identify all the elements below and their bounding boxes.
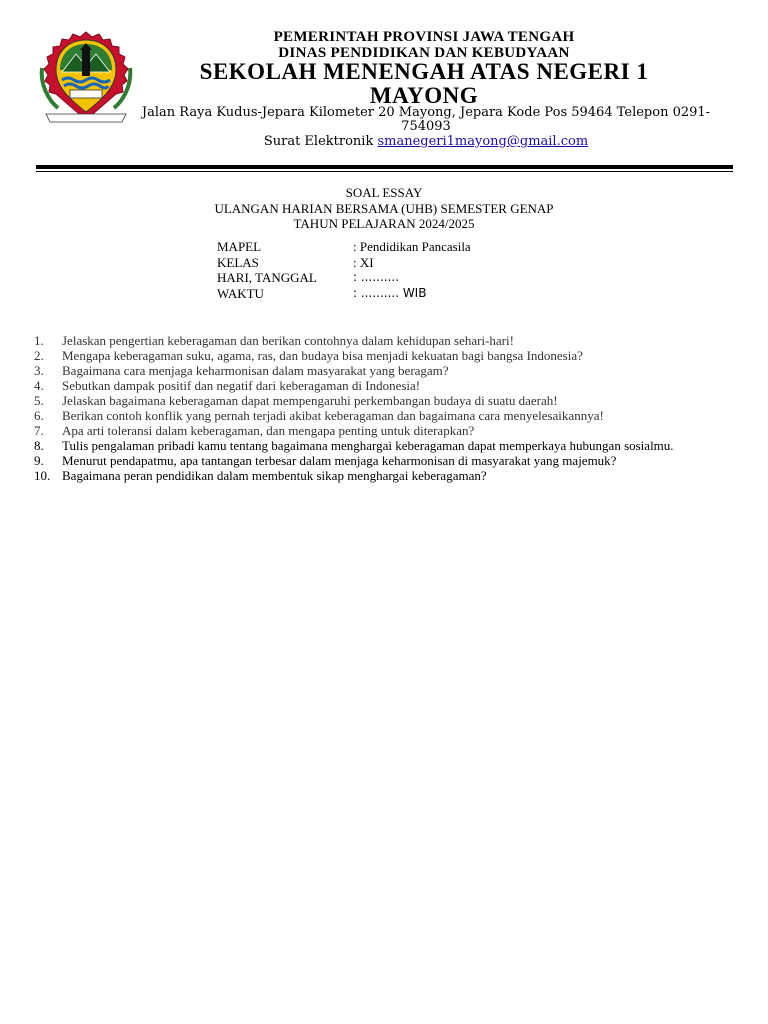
question-number: 3.	[34, 363, 44, 378]
info-value: : XI	[353, 254, 374, 270]
email-link[interactable]: smanegeri1mayong@gmail.com	[377, 134, 589, 149]
info-row-hari-tanggal	[217, 270, 471, 286]
info-key: KELAS	[217, 254, 259, 270]
info-value: : .......... WIB	[353, 285, 427, 300]
info-key: MAPEL	[217, 239, 262, 254]
list-item	[34, 378, 734, 393]
government-name: PEMERINTAH PROVINSI JAWA TENGAH	[273, 29, 575, 45]
question-text: Menurut pendapatmu, apa tantangan terbesar dalam menjaga keharmonisan di masyarakat yang majemuk?	[62, 453, 617, 468]
question-number: 6.	[34, 408, 44, 423]
list-item	[34, 438, 734, 453]
question-number: 9.	[34, 453, 44, 468]
question-text: Sebutkan dampak positif dan negatif dari keberagaman di Indonesia!	[62, 378, 421, 393]
question-number: 8.	[34, 438, 44, 453]
agency-name: DINAS PENDIDIKAN DAN KEBUDYAAN	[278, 45, 570, 61]
list-item	[34, 333, 734, 348]
question-number: 7.	[34, 423, 44, 438]
exam-year: TAHUN PELAJARAN 2024/2025	[293, 216, 475, 231]
info-key: WAKTU	[217, 285, 264, 301]
list-item	[34, 468, 734, 483]
question-number: 10.	[34, 468, 51, 483]
list-item	[34, 393, 734, 408]
school-name: SEKOLAH MENENGAH ATAS NEGERI 1 MAYONG	[199, 59, 649, 108]
question-text: Berikan contoh konflik yang pernah terjadi akibat keberagaman dan bagaimana cara menyelesaikannya!	[62, 408, 604, 423]
question-number: 4.	[34, 378, 44, 393]
list-item	[34, 363, 734, 378]
exam-type: SOAL ESSAY	[345, 185, 423, 200]
question-text: Jelaskan bagaimana keberagaman dapat mempengaruhi perkembangan budaya di suatu daerah!	[62, 393, 558, 408]
info-key: HARI, TANGGAL	[217, 270, 317, 285]
info-row-mapel	[217, 239, 471, 255]
list-item	[34, 408, 734, 423]
question-text: Apa arti toleransi dalam keberagaman, dan mengapa penting untuk diterapkan?	[62, 423, 475, 438]
question-number: 1.	[34, 333, 44, 348]
question-list	[34, 333, 734, 483]
exam-info-table	[217, 239, 471, 301]
list-item	[34, 453, 734, 468]
question-text: Bagaimana peran pendidikan dalam membentuk sikap menghargai keberagaman?	[62, 468, 487, 483]
exam-name: ULANGAN HARIAN BERSAMA (UHB) SEMESTER GENAP	[214, 201, 554, 216]
school-address: Jalan Raya Kudus-Jepara Kilometer 20 Mayong, Jepara Kode Pos 59464 Telepon 0291-754093	[141, 105, 711, 134]
question-text: Tulis pengalaman pribadi kamu tentang bagaimana menghargai keberagaman dapat memperkaya hubungan sosialmu.	[62, 438, 674, 453]
question-text: Bagaimana cara menjaga keharmonisan dalam masyarakat yang beragam?	[62, 363, 449, 378]
letterhead-divider-thin	[36, 171, 733, 172]
info-row-kelas	[217, 255, 471, 271]
question-text: Jelaskan pengertian keberagaman dan berikan contohnya dalam kehidupan sehari-hari!	[62, 333, 514, 348]
list-item	[34, 423, 734, 438]
email-label: Surat Elektronik	[263, 134, 378, 149]
letterhead-divider-thick	[36, 165, 733, 169]
question-text: Mengapa keberagaman suku, agama, ras, dan budaya bisa menjadi kekuatan bagi bangsa Indonesia?	[62, 348, 583, 363]
email-line	[120, 134, 732, 149]
question-number: 2.	[34, 348, 44, 363]
info-value: : Pendidikan Pancasila	[353, 239, 471, 254]
info-row-waktu	[217, 286, 471, 302]
info-value: : ..........	[353, 270, 400, 284]
list-item	[34, 348, 734, 363]
question-number: 5.	[34, 393, 44, 408]
